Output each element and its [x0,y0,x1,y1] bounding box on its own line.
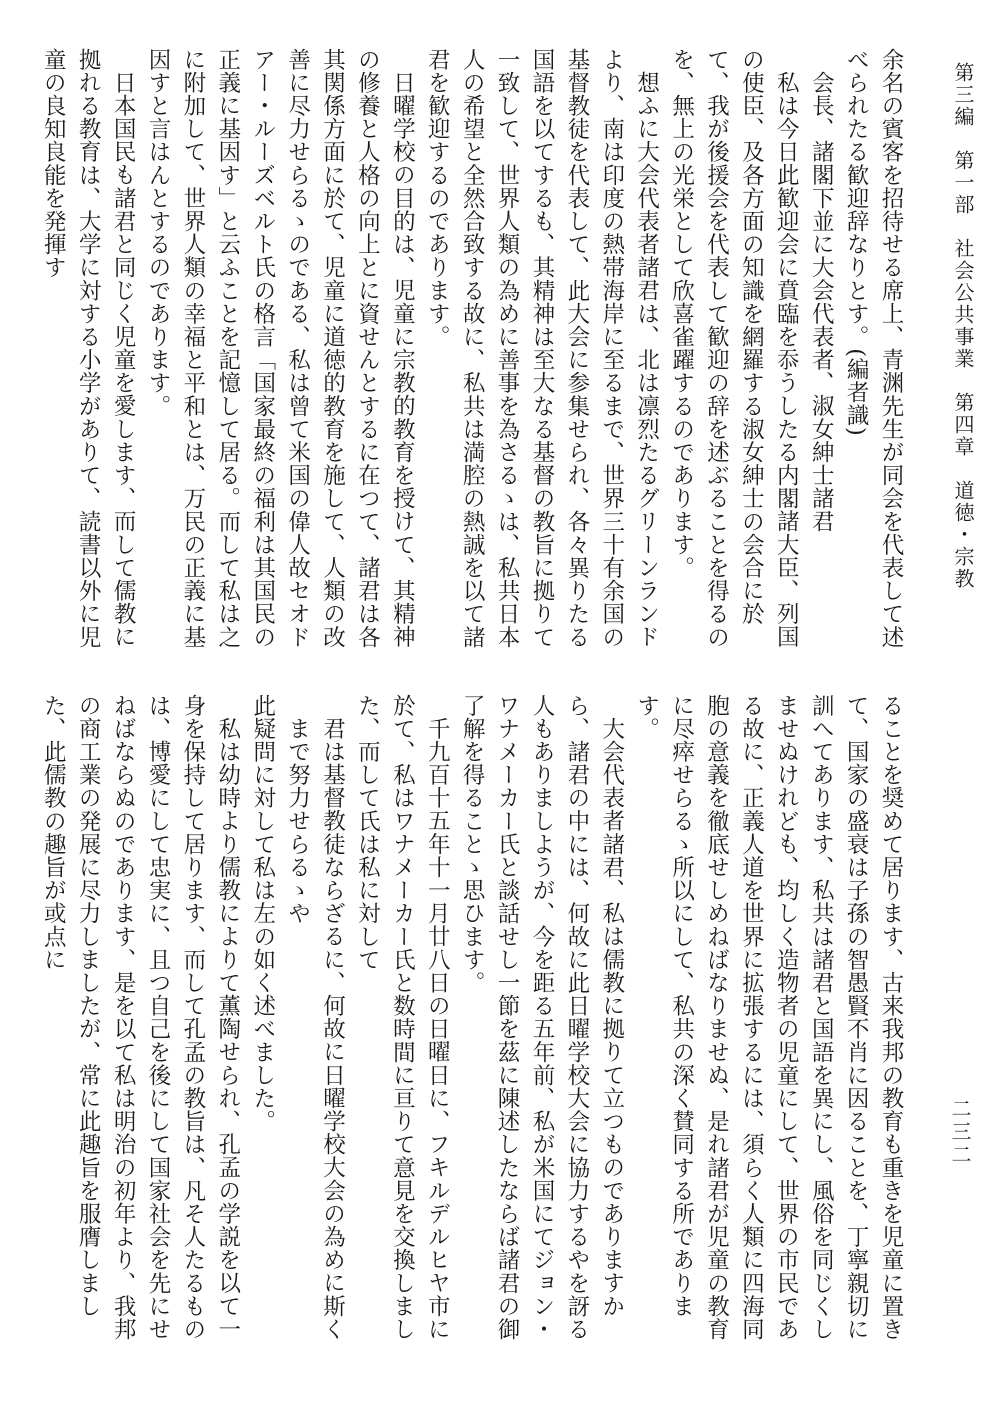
paragraph: 想ふに大会代表者諸君は、北は凛烈たるグリーンランドより、南は印度の熱帯海岸に至るまで、世界三十有余国の基督教徒を代表して、此大会に参集せられ、各々異りたる国語を以てするも、其精神は至大なる基督の教旨に拠りて一致して、世界人類の為めに善事を為さるゝは、私共日本人の希望と全然合致する故に、私共は満腔の熱誠を以て諸君を歓迎するのであります。 [424,48,660,649]
text-block-top [40,48,908,663]
paragraph: 私は今日此歓迎会に賁臨を忝うしたる内閣諸大臣、列国の使臣、及各方面の知識を網羅する淑女紳士の会合に於て、我が後援会を代表して歓迎の辞を述ぶることを得るのを、無上の光栄として欣喜雀躍するのであります。 [668,48,800,649]
paragraph: 此疑問に対して私は左の如く述べました。 [249,694,276,1133]
paragraph: 日本国民も諸君と同じく児童を愛します、而して儒教に拠れる教育は、大学に対する小学がありて、読書以外に児童の良知良能を発揮す [40,48,137,649]
paragraph: 大会代表者諸君、私は儒教に拠りて立つものでありますから、諸君の中には、何故に此日曜学校大会に協力するやを訝る人もありましようが、今を距る五年前、私が米国にてジョン・ワナメーカー氏と談話せし一節を茲に陳述したならば諸君の御了解を得ることゝ思ひます。 [459,694,625,1341]
paragraph: 日曜学校の目的は、児童に宗教的教育を授けて、其精神の修養と人格の向上とに資せんとするに在つて、諸君は各其関係方面に於て、児童に道徳的教育を施して、人類の改善に尽力せらるゝのである、私は曾て米国の偉人故セオドアー・ルーズベルト氏の格言「国家最終の福利は其国民の正義に基因す」と云ふことを記憶して居る。而して私は之に附加して、世界人類の幸福と平和とは、万民の正義に基因すと言はんとするのであります。 [144,48,416,649]
paragraph: 私は幼時より儒教によりて薫陶せられ、孔孟の学説を以て一身を保持して居ります、而して孔孟の教旨は、凡そ人たるものは、博愛にして忠実に、且つ自己を後にして国家社会を先にせねばならぬのであります、是を以て私は明治の初年より、我邦の商工業の発展に尽力しましたが、常に此趣旨を服膺しました、此儒教の趣旨が或点に [40,694,241,1341]
paragraph: 余名の賓客を招待せる席上、青渊先生が同会を代表して述べられたる歓迎辞なりとす。(編者識) [843,48,904,649]
text-block-bottom [40,694,908,1356]
page-number: 二三二 [948,1098,972,1167]
quoted-question: 君は基督教徒ならざるに、何故に日曜学校大会の為めに斯くまで努力せらるゝや [284,716,346,1341]
paragraph: ることを奨めて居ります、古来我邦の教育も重きを児童に置きて、国家の盛衰は子孫の智愚賢不肖に因ることを、丁寧親切に訓へてあります、私共は諸君と国語を異にし、風俗を同じくしませぬけれども、均しく造物者の児童にして、世界の市民である故に、正義人道を世界に拡張するには、須らく人類に四海同胞の意義を徹底せしめねばなりませぬ、是れ諸君が児童の教育に尽瘁せらるゝ所以にして、私共の深く賛同する所であります。 [633,694,904,1341]
running-header: 第三編 第一部 社会公共事業 第四章 道徳・宗教 [951,62,975,590]
paragraph: 会長、諸閣下並に大会代表者、淑女紳士諸君 [808,70,835,533]
paragraph: 千九百十五年十一月廿八日の日曜日に、フキルデルヒヤ市に於て、私はワナメーカー氏と数時間に亘りて意見を交換しました、而して氏は私に対して [354,694,451,1341]
